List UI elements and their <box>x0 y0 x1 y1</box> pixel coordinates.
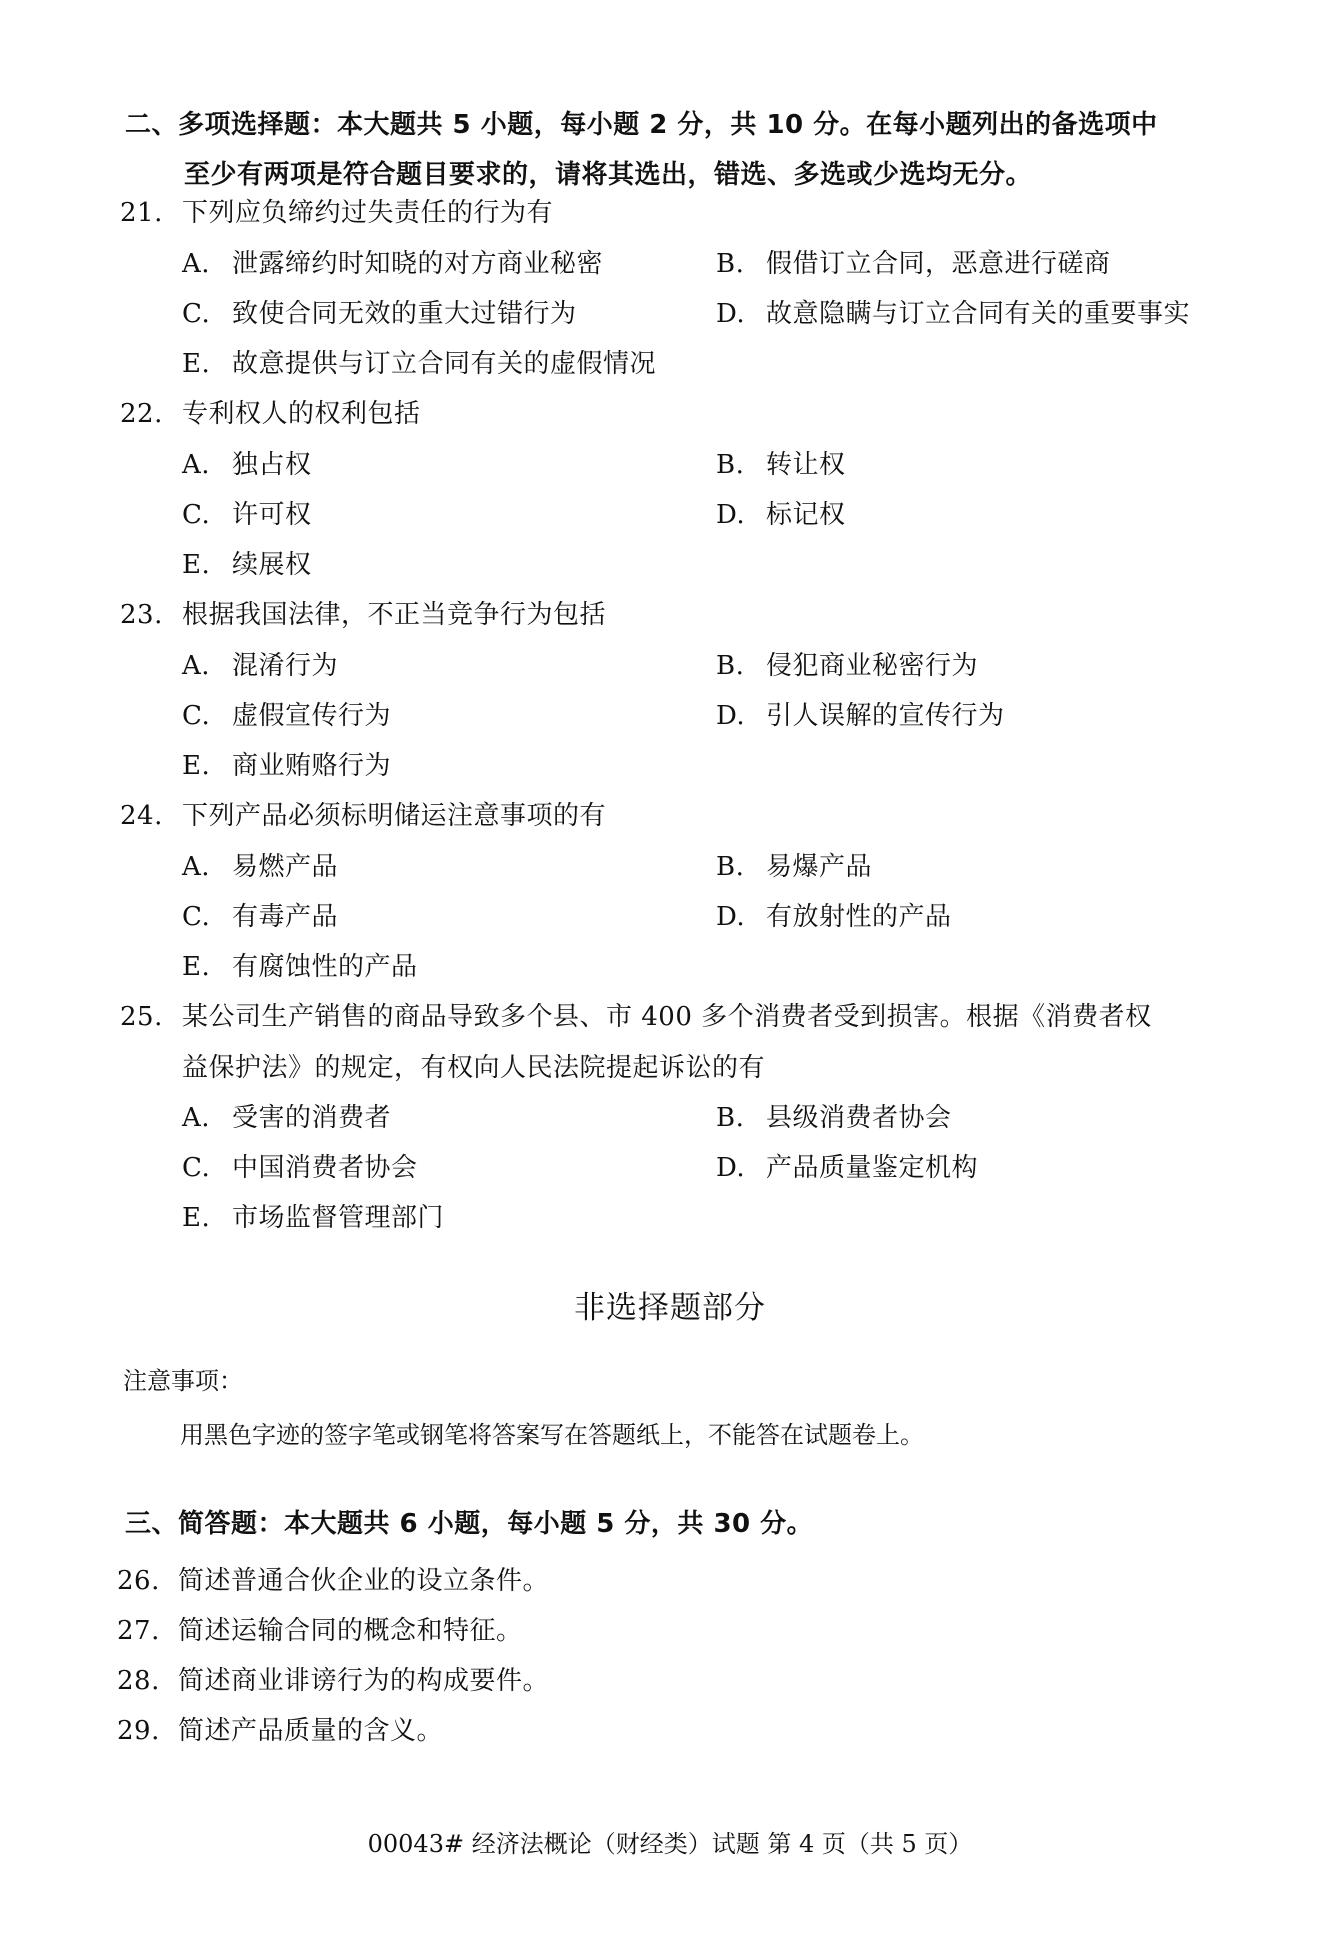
question-number: 27. <box>117 1616 160 1646</box>
option-d <box>716 297 1190 331</box>
option-text: 侵犯商业秘密行为 <box>766 651 979 681</box>
question-text: 根据我国法律，不正当竞争行为包括 <box>182 600 607 630</box>
option-d <box>716 900 952 934</box>
question-number: 28. <box>117 1666 160 1696</box>
question-text: 专利权人的权利包括 <box>182 399 421 429</box>
option-letter: E. <box>182 1203 211 1233</box>
question-number: 25. <box>120 1002 163 1032</box>
question-text: 简述运输合同的概念和特征。 <box>178 1616 523 1646</box>
option-e <box>182 347 656 381</box>
option-text: 有腐蚀性的产品 <box>232 952 418 982</box>
option-letter: D. <box>716 1153 746 1183</box>
option-text: 虚假宣传行为 <box>232 701 392 731</box>
option-letter: A. <box>182 852 211 882</box>
option-a <box>182 850 338 884</box>
question-text: 简述商业诽谤行为的构成要件。 <box>178 1666 550 1696</box>
option-letter: E. <box>182 349 211 379</box>
option-letter: A. <box>182 651 211 681</box>
option-e <box>182 1201 444 1235</box>
option-b <box>716 850 872 884</box>
option-letter: D. <box>716 299 746 329</box>
section2-heading-line2: 至少有两项是符合题目要求的，请将其选出，错选、多选或少选均无分。 <box>184 160 1033 190</box>
option-text: 受害的消费者 <box>232 1103 392 1133</box>
option-text: 市场监督管理部门 <box>232 1203 445 1233</box>
option-letter: C. <box>182 1153 211 1183</box>
option-text: 泄露缔约时知晓的对方商业秘密 <box>232 249 604 279</box>
option-text: 续展权 <box>232 550 312 580</box>
question-text: 简述产品质量的含义。 <box>178 1716 444 1746</box>
option-letter: C. <box>182 299 211 329</box>
question-number: 23. <box>120 600 163 630</box>
option-text: 有毒产品 <box>232 902 339 932</box>
option-letter: D. <box>716 500 746 530</box>
option-letter: B. <box>716 249 745 279</box>
question-text: 某公司生产销售的商品导致多个县、市 400 多个消费者受到损害。根据《消费者权 <box>182 1002 1152 1032</box>
option-text: 引人误解的宣传行为 <box>766 701 1005 731</box>
option-text: 致使合同无效的重大过错行为 <box>232 299 577 329</box>
option-d <box>716 699 1005 733</box>
option-b <box>716 1101 952 1135</box>
section2-heading <box>125 100 1265 200</box>
option-d <box>716 1151 978 1185</box>
option-text: 产品质量鉴定机构 <box>766 1153 979 1183</box>
option-letter: B. <box>716 651 745 681</box>
notice-text: 用黑色字迹的签字笔或钢笔将答案写在答题纸上，不能答在试题卷上。 <box>180 1421 924 1449</box>
option-letter: C. <box>182 701 211 731</box>
page-footer: 00043# 经济法概论（财经类）试题 第 4 页（共 5 页） <box>367 1830 973 1858</box>
option-b <box>716 448 846 482</box>
option-c <box>182 1151 418 1185</box>
option-letter: D. <box>716 701 746 731</box>
option-text: 易燃产品 <box>232 852 339 882</box>
question-text: 下列应负缔约过失责任的行为有 <box>182 198 554 228</box>
option-text: 混淆行为 <box>232 651 339 681</box>
question-text: 简述普通合伙企业的设立条件。 <box>178 1566 550 1596</box>
option-text: 标记权 <box>766 500 846 530</box>
option-letter: A. <box>182 450 211 480</box>
option-a <box>182 649 338 683</box>
section2-heading-line1: 二、多项选择题：本大题共 5 小题，每小题 2 分，共 10 分。在每小题列出的备选项中 <box>125 110 1158 140</box>
option-text: 有放射性的产品 <box>766 902 952 932</box>
option-letter: E. <box>182 550 211 580</box>
option-e <box>182 749 391 783</box>
option-letter: B. <box>716 1103 745 1133</box>
option-b <box>716 649 978 683</box>
option-d <box>716 498 846 532</box>
option-text: 转让权 <box>766 450 846 480</box>
option-letter: A. <box>182 1103 211 1133</box>
option-e <box>182 548 312 582</box>
question-number: 21. <box>120 198 163 228</box>
option-letter: B. <box>716 852 745 882</box>
option-text: 许可权 <box>232 500 312 530</box>
question-number: 24. <box>120 801 163 831</box>
option-text: 故意隐瞒与订立合同有关的重要事实 <box>766 299 1191 329</box>
question-text-continued: 益保护法》的规定，有权向人民法院提起诉讼的有 <box>182 1053 766 1083</box>
option-e <box>182 950 418 984</box>
option-letter: B. <box>716 450 745 480</box>
option-letter: E. <box>182 952 211 982</box>
option-letter: E. <box>182 751 211 781</box>
option-text: 故意提供与订立合同有关的虚假情况 <box>232 349 657 379</box>
option-c <box>182 900 338 934</box>
option-text: 县级消费者协会 <box>766 1103 952 1133</box>
option-a <box>182 247 603 281</box>
option-c <box>182 498 312 532</box>
option-c <box>182 699 391 733</box>
question-text: 下列产品必须标明储运注意事项的有 <box>182 801 607 831</box>
option-a <box>182 1101 391 1135</box>
option-b <box>716 247 1111 281</box>
option-text: 中国消费者协会 <box>232 1153 418 1183</box>
nonchoice-title: 非选择题部分 <box>574 1290 766 1326</box>
option-letter: D. <box>716 902 746 932</box>
question-number: 22. <box>120 399 163 429</box>
option-letter: C. <box>182 902 211 932</box>
section3-heading: 三、简答题：本大题共 6 小题，每小题 5 分，共 30 分。 <box>125 1509 814 1539</box>
question-number: 26. <box>117 1566 160 1596</box>
notice-label: 注意事项： <box>123 1367 243 1395</box>
option-text: 易爆产品 <box>766 852 873 882</box>
option-text: 独占权 <box>232 450 312 480</box>
question-number: 29. <box>117 1716 160 1746</box>
option-letter: A. <box>182 249 211 279</box>
option-text: 假借订立合同，恶意进行磋商 <box>766 249 1111 279</box>
option-text: 商业贿赂行为 <box>232 751 392 781</box>
option-c <box>182 297 577 331</box>
option-a <box>182 448 312 482</box>
option-letter: C. <box>182 500 211 530</box>
